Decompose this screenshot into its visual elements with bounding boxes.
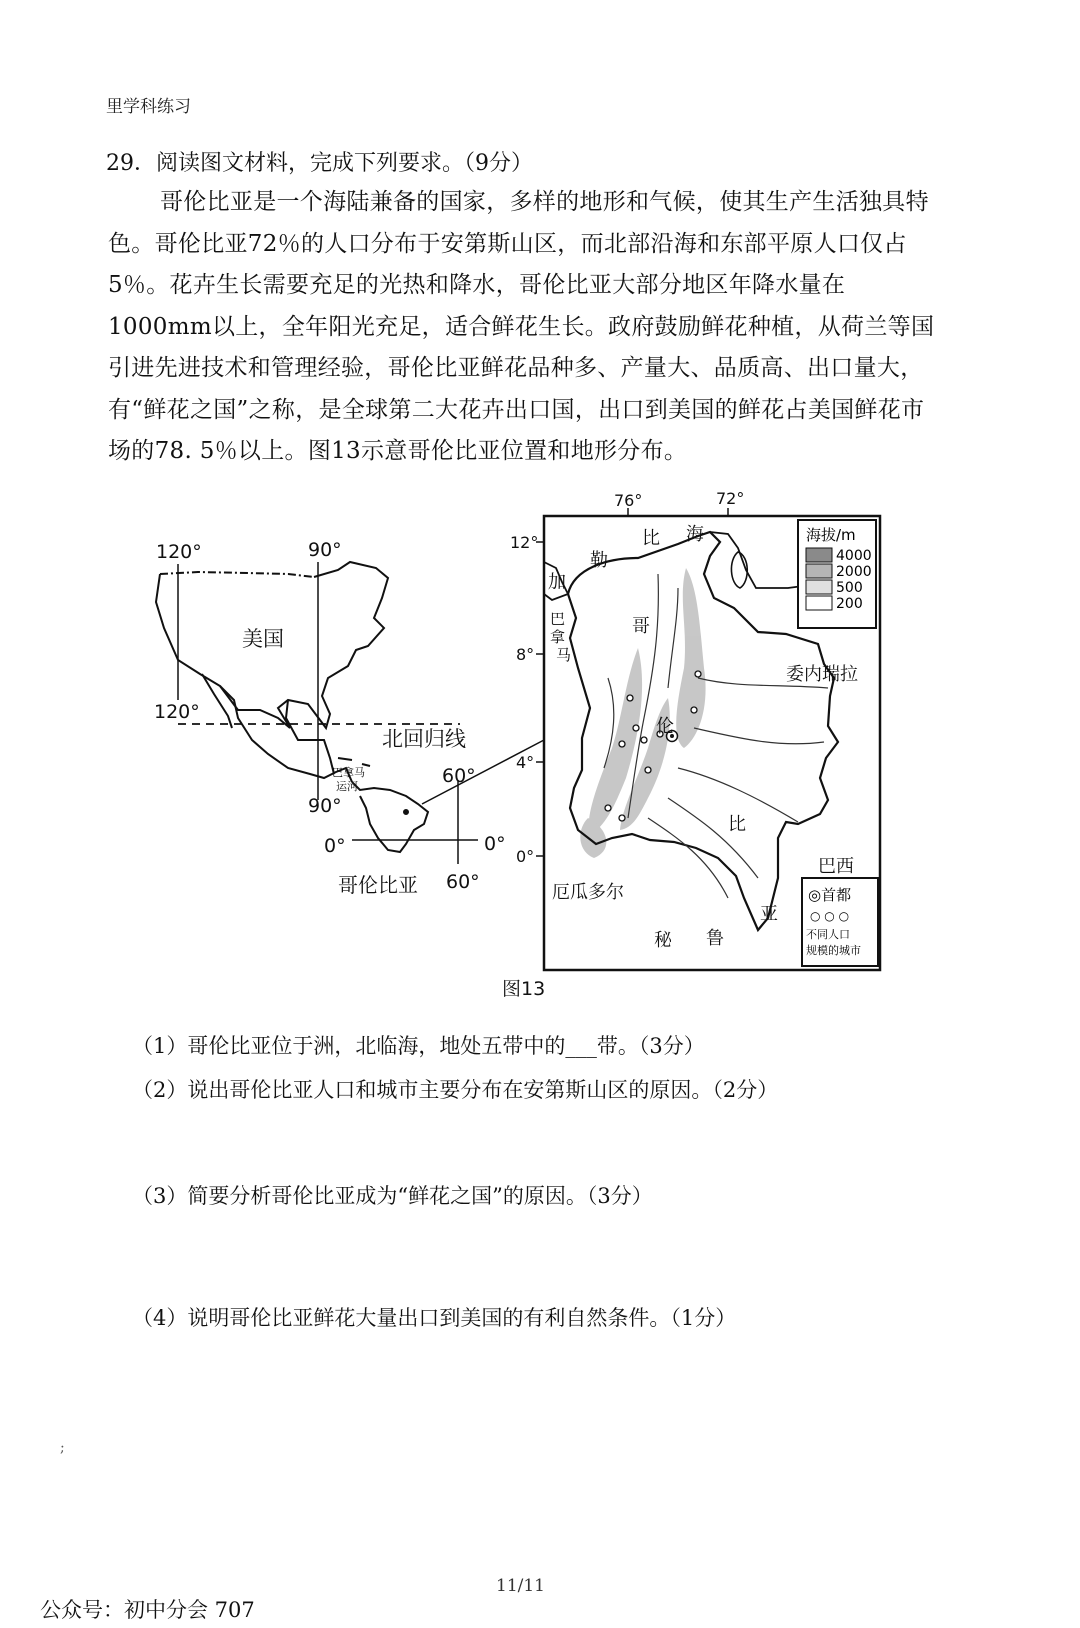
figure-caption: 图13 <box>502 978 546 1000</box>
label-ecuador: 厄瓜多尔 <box>552 882 624 903</box>
label-colombia: 哥伦比亚 <box>338 873 418 897</box>
label-lon-60-top: 60° <box>442 765 476 787</box>
page-header: 里学科练习 <box>106 97 191 117</box>
label-panama-canal-1: 巴拿马 <box>332 766 365 779</box>
legend-city-text-1: 不同人口 <box>806 928 850 941</box>
label-lat-12: 12° <box>510 533 539 552</box>
legend-level-500: 500 <box>836 580 863 596</box>
label-panama-char-2: 拿 <box>550 628 566 646</box>
label-lon-90-bottom: 90° <box>308 795 342 817</box>
question-title: 29．阅读图文材料，完成下列要求。（9分） <box>106 151 533 176</box>
label-colombia-char-4: 亚 <box>760 904 778 925</box>
south-america-north <box>352 782 428 852</box>
label-lat-4: 4° <box>516 753 535 772</box>
legend-swatch-2000 <box>806 564 832 578</box>
figure-13-maps <box>138 478 884 976</box>
legend-city-text-2: 规模的城市 <box>806 944 861 957</box>
label-lat-8: 8° <box>516 645 535 664</box>
subquestion-2: （2）说出哥伦比亚人口和城市主要分布在安第斯山区的原因。（2分） <box>132 1078 779 1102</box>
label-brazil: 巴西 <box>818 856 854 877</box>
stray-mark: ; <box>60 1440 65 1456</box>
baja-california <box>202 674 232 728</box>
legend-capital: ◎首都 <box>808 886 852 904</box>
label-panama-char-1: 巴 <box>550 610 566 628</box>
elevation-legend <box>798 520 876 628</box>
label-venezuela: 委内瑞拉 <box>786 664 858 685</box>
label-panama-canal-2: 运河 <box>336 780 358 793</box>
label-lon-120-top: 120° <box>156 541 202 563</box>
colombia-marker <box>404 810 408 814</box>
label-usa: 美国 <box>242 627 284 651</box>
label-tropic-of-cancer: 北回归线 <box>382 727 466 751</box>
legend-level-4000: 4000 <box>836 548 872 564</box>
label-sea-char-4: 海 <box>686 524 704 545</box>
label-lon-72: 72° <box>716 489 745 508</box>
label-peru-char-2: 鲁 <box>706 928 724 949</box>
subquestion-1: （1）哥伦比亚位于洲，北临海，地处五带中的___带。（3分） <box>132 1034 705 1058</box>
label-peru-char-1: 秘 <box>654 930 672 951</box>
right-colombia-map <box>510 489 880 970</box>
canada-border <box>160 572 314 577</box>
label-sea-char-2: 勒 <box>590 550 608 571</box>
subquestion-4: （4）说明哥伦比亚鲜花大量出口到美国的有利自然条件。（1分） <box>132 1306 737 1330</box>
label-sea-char-3: 比 <box>642 528 660 549</box>
legend-swatch-500 <box>806 580 832 594</box>
label-colombia-char-1: 哥 <box>632 616 650 637</box>
label-panama-char-3: 马 <box>556 646 572 664</box>
label-lat-0: 0° <box>516 847 535 866</box>
question-passage: 哥伦比亚是一个海陆兼备的国家，多样的地形和气候，使其生产生活独具特色。哥伦比亚72％的人口分布于安第斯山区，而北部沿海和东部平原人口仅占5％。花卉生长需要充足的光热和降水，哥伦比亚大部分地区年降水量在1000mm以上，全年阳光充足，适合鲜花生长。政府鼓励鲜花种植，从荷兰等国引进先进技术和管理经验，哥伦比亚鲜花品种多、产量大、品质高、出口量大，有“鲜花之国”之称，是全球第二大花卉出口国，出口到美国的鲜花占美国鲜花市场的78. 5％以上。图13示意哥伦比亚位置和地形分布。 <box>108 189 935 464</box>
label-lon-120-left: 120° <box>154 701 200 723</box>
label-sea-char-1: 加 <box>548 572 566 593</box>
label-colombia-char-2: 伦 <box>656 716 674 737</box>
city-legend <box>802 878 878 966</box>
legend-level-2000: 2000 <box>836 564 872 580</box>
label-equator-right: 0° <box>484 833 506 855</box>
label-lon-90-top: 90° <box>308 539 342 561</box>
legend-level-200: 200 <box>836 596 863 612</box>
label-lon-60-bottom: 60° <box>446 871 480 893</box>
legend-elevation-title: 海拔/m <box>806 526 856 544</box>
legend-city-symbols: ○ ○ ○ <box>810 909 850 923</box>
mexico-gulf-coast <box>286 700 334 774</box>
island-1 <box>338 758 352 760</box>
footer-watermark: 公众号：初中分会 707 <box>40 1598 255 1622</box>
label-equator-left: 0° <box>324 835 346 857</box>
label-colombia-char-3: 比 <box>728 814 746 835</box>
label-lon-76: 76° <box>614 491 643 510</box>
subquestion-3: （3）简要分析哥伦比亚成为“鲜花之国”的原因。（3分） <box>132 1184 653 1208</box>
left-locator-map <box>156 562 544 864</box>
legend-swatch-4000 <box>806 548 832 562</box>
legend-swatch-200 <box>806 596 832 610</box>
page-number: 11/11 <box>496 1576 545 1596</box>
